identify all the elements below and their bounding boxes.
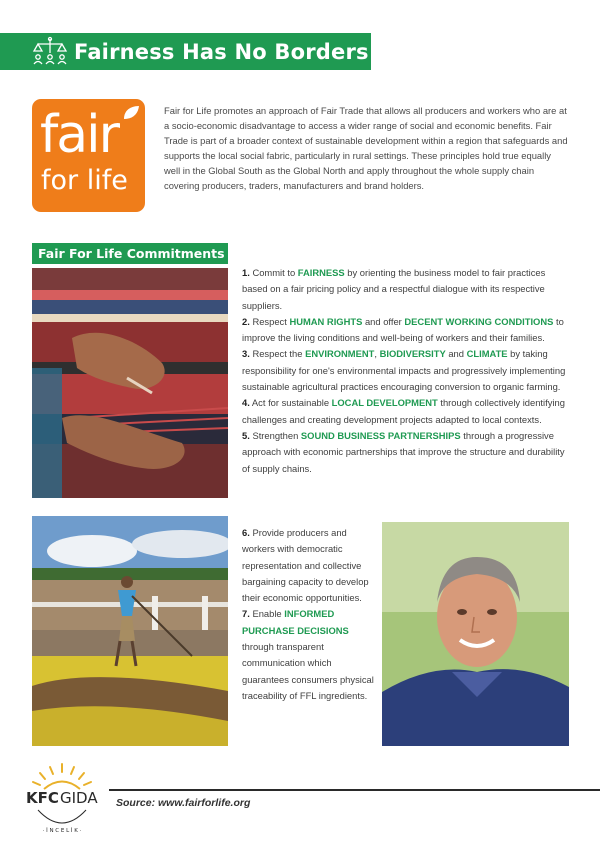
fair-for-life-logo: [32, 99, 145, 212]
weaving-hands-photo: [32, 268, 228, 498]
commitment-text: Respect: [252, 315, 290, 327]
kfc-gida-logo: [22, 758, 102, 838]
commitment-keyword: FAIRNESS: [297, 267, 345, 278]
commitment-number: 5.: [242, 429, 250, 441]
commitment-keyword: HUMAN RIGHTS: [289, 315, 363, 327]
title-banner: [0, 33, 371, 70]
commitment-number: 1.: [242, 267, 250, 278]
intro-paragraph: Fair for Life promotes an approach of Fair Trade that allows all producers and workers who are at a socio-economic disadvantage to access a wider range of social and economic benefits. Fair Trade is part of a broader context of sustainable development within a region that safeguards and supports the local social fabric, particularly in rural settings. These principles hold true equally well in the Global South as the Global North and apply throughout the whole supply chain covering producers, traders, manufacturers and brand holders.: [164, 105, 568, 192]
logo-word-for-life: for life: [41, 165, 128, 196]
commitment-1: [242, 265, 570, 314]
commitment-text: Act for sustainable: [251, 397, 332, 409]
commitment-4: [242, 395, 570, 428]
commitment-keyword: BIODIVERSITY: [379, 348, 446, 360]
commitments-list-continued: [242, 525, 374, 704]
leaf-icon: [122, 105, 140, 121]
commitment-text: to improve the living conditions and well-being of workers and their families.: [242, 315, 564, 344]
commitment-text: by taking responsibility for one's environmental impacts and progressively implementing sustainable agricultural practices encouraging conversion to organic farming.: [242, 348, 566, 393]
commitment-number: 2.: [242, 315, 250, 327]
commitment-text: Commit to: [252, 267, 298, 278]
commitment-text: Strengthen: [252, 429, 301, 441]
page-title: Fairness Has No Borders: [74, 39, 369, 64]
farm-worker-photo: [32, 516, 228, 746]
commitment-text: Provide producers and workers with democratic representation and collective bargaining capacity to develop their economic opportunities.: [242, 527, 369, 604]
commitment-text: by orienting the business model to fair practices based on a fair pricing policy and a respectful dialogue with its respective suppliers.: [242, 267, 546, 311]
commitment-6: [242, 525, 374, 606]
scales-people-icon: [28, 33, 72, 70]
commitment-text: through collectively identifying challenges and creating development projects adapted to local contexts.: [242, 397, 565, 425]
commitments-list: [242, 265, 570, 477]
commitment-2: [242, 314, 570, 347]
kfc-brand-left: KFC: [26, 789, 59, 807]
commitment-3: [242, 346, 570, 395]
commitment-keyword: ENVIRONMENT: [305, 348, 375, 360]
commitment-keyword: CLIMATE: [466, 348, 508, 360]
commitment-number: 3.: [242, 348, 250, 360]
commitment-7: [242, 606, 374, 704]
commitment-5: [242, 428, 570, 477]
commitment-number: 7.: [242, 608, 250, 620]
farmer-portrait-photo: [382, 522, 569, 746]
commitment-text: and: [445, 348, 467, 360]
commitment-text: through transparent communication which guarantees consumers physical traceability of FFL ingredients.: [242, 641, 374, 701]
commitment-text: Enable: [252, 608, 285, 620]
commitment-text: through a progressive approach with economic partnerships that improve the structure and durability of supply chains.: [242, 429, 565, 474]
commitment-number: 6.: [242, 527, 250, 538]
commitment-number: 4.: [242, 397, 250, 409]
footer-divider: [109, 789, 600, 791]
kfc-tagline: · İ N C E L İ K ·: [42, 828, 82, 834]
kfc-brand-right: GIDA: [60, 789, 98, 807]
source-credit: Source: www.fairforlife.org: [116, 797, 251, 809]
commitment-keyword: LOCAL DEVELOPMENT: [331, 397, 438, 409]
commitment-keyword: INFORMED PURCHASE DECISIONS: [242, 608, 349, 636]
commitment-keyword: SOUND BUSINESS PARTNERSHIPS: [300, 429, 461, 441]
commitment-text: ,: [374, 348, 380, 360]
commitments-heading: Fair For Life Commitments: [32, 243, 228, 264]
commitment-text: and offer: [362, 315, 405, 327]
commitment-text: Respect the: [252, 348, 306, 360]
commitment-keyword: DECENT WORKING CONDITIONS: [404, 315, 554, 327]
logo-word-fair: fair: [40, 105, 118, 165]
